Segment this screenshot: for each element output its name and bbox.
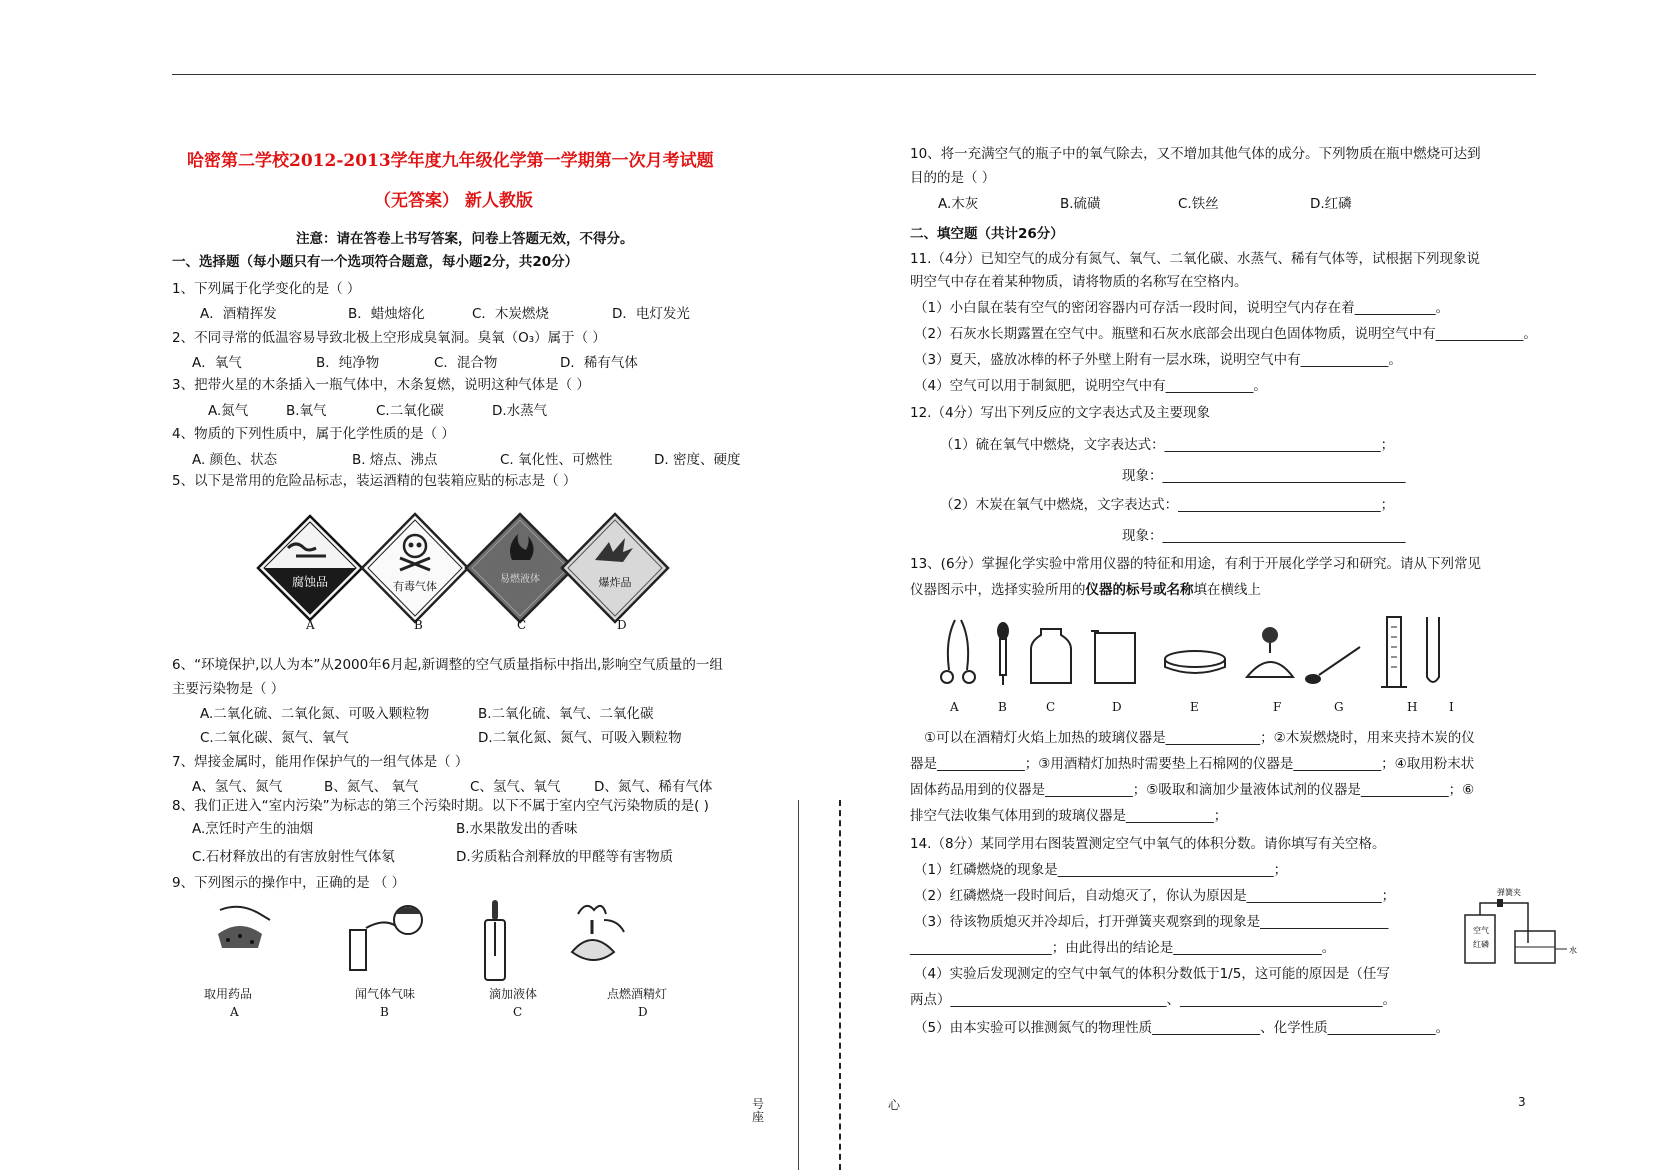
footer-fragment-1: 号 — [752, 1097, 765, 1111]
q10-option-d: D.红磷 — [1310, 196, 1352, 212]
instrument-letter-d: D — [1112, 700, 1122, 714]
q7-option-a: A、氢气、氮气 — [192, 779, 283, 795]
flammable-liquid-sign — [466, 514, 574, 622]
hazard-signs-figure — [210, 500, 710, 640]
q12-part-2-observation: 现象：____________________________________ — [1122, 528, 1406, 544]
footer-fragment-3: 心 — [888, 1098, 901, 1112]
question-1: 1、下列属于化学变化的是（ ） — [172, 281, 361, 297]
q2-option-a: A．氧气 — [192, 355, 242, 371]
q14-part-2: （2）红磷燃烧一段时间后，自动熄灭了，你认为原因是____________________； — [914, 888, 1396, 904]
section-fill-heading: 二、填空题（共计26分） — [910, 226, 1064, 242]
q1-option-c: C．木炭燃烧 — [472, 306, 549, 322]
label-clamp: 弹簧夹 — [1497, 888, 1521, 897]
instrument-letter-c: C — [1046, 700, 1056, 714]
question-2: 2、不同寻常的低温容易导致北极上空形成臭氧洞。臭氧（O₃）属于（ ） — [172, 330, 606, 346]
instrument-letter-b: B — [998, 700, 1007, 714]
question-6-line2: 主要污染物是（ ） — [172, 681, 285, 697]
test-tube-icon — [1427, 617, 1439, 682]
corrosive-sign — [258, 516, 362, 620]
q2-option-c: C．混合物 — [434, 355, 498, 371]
dropper-icon — [997, 622, 1009, 685]
q8-option-a: A.烹饪时产生的油烟 — [192, 821, 314, 837]
q4-option-b: B. 熔点、沸点 — [352, 452, 438, 468]
q9-figures — [200, 900, 700, 990]
oxygen-measurement-apparatus — [1455, 885, 1585, 965]
question-12: 12.（4分）写出下列反应的文字表达式及主要现象 — [910, 405, 1211, 421]
instrument-letter-f: F — [1273, 700, 1282, 714]
q4-option-c: C. 氧化性、可燃性 — [500, 452, 613, 468]
notice: 注意：请在答卷上书写答案，问卷上答题无效，不得分。 — [296, 231, 634, 247]
q14-part-5: （5）由本实验可以推测氮气的物理性质________________、化学性质________________。 — [914, 1020, 1450, 1036]
smelling-gas-icon — [350, 906, 422, 970]
q6-option-c: C.二氧化碳、氮气、氧气 — [200, 730, 349, 746]
q7-option-d: D、氮气、稀有气体 — [594, 779, 713, 795]
q13-text-1: ①可以在酒精灯火焰上加热的玻璃仪器是______________；②木炭燃烧时，用来夹持木炭的仪 — [924, 730, 1475, 746]
q5-letter-b: B — [414, 618, 423, 632]
graduated-cylinder-icon — [1381, 617, 1407, 687]
q5-letter-a: A — [306, 618, 315, 632]
q6-option-b: B.二氧化硫、氧气、二氧化碳 — [478, 706, 654, 722]
page-subtitle: （无答案） 新人教版 — [374, 191, 533, 211]
sign-label-toxic: 有毒气体 — [393, 580, 437, 593]
q3-option-d: D.水蒸气 — [492, 403, 548, 419]
explosive-sign — [562, 514, 668, 622]
q1-option-a: A．酒精挥发 — [200, 306, 277, 322]
gas-jar-icon — [1031, 629, 1071, 683]
q4-option-a: A. 颜色、状态 — [192, 452, 278, 468]
instrument-letter-i: I — [1449, 700, 1454, 714]
question-6-line1: 6、“环境保护,以人为本”从2000年6月起,新调整的空气质量指标中指出,影响空气质量的一组 — [172, 657, 723, 673]
instrument-letter-g: G — [1334, 700, 1344, 714]
hand-pouring-icon — [218, 907, 270, 948]
toxic-gas-sign — [362, 514, 468, 622]
q12-part-1: （1）硫在氧气中燃烧，文字表达式：________________________________； — [940, 437, 1395, 453]
q3-option-a: A.氮气 — [208, 403, 249, 419]
instruments-figure — [935, 615, 1465, 695]
q8-option-b: B.水果散发出的香味 — [456, 821, 578, 837]
q12-part-1-observation: 现象：____________________________________ — [1122, 468, 1406, 484]
q2-option-d: D．稀有气体 — [560, 355, 638, 371]
q7-option-c: C、氢气、氧气 — [470, 779, 561, 795]
q9-caption-d: 点燃酒精灯 — [607, 987, 668, 1001]
q9-letter-a: A — [230, 1005, 239, 1019]
q11-part-4: （4）空气可以用于制氮肥，说明空气中有_____________。 — [914, 378, 1267, 394]
question-3: 3、把带火星的木条插入一瓶气体中，木条复燃，说明这种气体是（ ） — [172, 377, 590, 393]
q9-letter-b: B — [380, 1005, 389, 1019]
question-13-line2 — [910, 578, 1261, 598]
q9-caption-a: 取用药品 — [204, 987, 253, 1001]
label-air: 空气 — [1473, 926, 1489, 935]
q14-part-3: （3）待该物质熄灭并冷却后，打开弹簧夹观察到的现象是___________________ — [914, 914, 1389, 930]
q12-part-2: （2）木炭在氧气中燃烧，文字表达式：______________________________； — [940, 497, 1395, 513]
q5-letter-c: C — [517, 618, 527, 632]
q10-option-a: A.木灰 — [938, 196, 979, 212]
question-8: 8、我们正进入“室内污染”为标志的第三个污染时期。以下不属于室内空气污染物质的是( ) — [172, 798, 709, 814]
sign-label-explosive: 爆炸品 — [598, 576, 632, 589]
q1-option-d: D．电灯发光 — [612, 306, 690, 322]
top-rule — [172, 74, 1536, 75]
q6-option-a: A.二氧化硫、二氧化氮、可吸入颗粒物 — [200, 706, 430, 722]
binding-solid-line — [798, 800, 799, 1170]
instrument-letter-a: A — [950, 700, 959, 714]
question-10-line1: 10、将一充满空气的瓶子中的氧气除去，又不增加其他气体的成分。下列物质在瓶中燃烧可达到 — [910, 146, 1481, 162]
label-water: 水 — [1569, 946, 1577, 955]
q7-option-b: B、氮气、 氧气 — [324, 779, 419, 795]
question-14: 14.（8分）某同学用右图装置测定空气中氧气的体积分数。请你填写有关空格。 — [910, 836, 1386, 852]
footer-fragment-2: 座 — [752, 1110, 765, 1124]
label-red-phosphorus: 红磷 — [1473, 940, 1489, 949]
q3-option-b: B.氧气 — [286, 403, 327, 419]
instrument-letter-e: E — [1190, 700, 1199, 714]
question-11-line1: 11.（4分）已知空气的成分有氮气、氧气、二氧化碳、水蒸气、稀有气体等，试根据下列现象说 — [910, 251, 1481, 267]
question-5: 5、以下是常用的危险品标志，装运酒精的包装箱应贴的标志是（ ） — [172, 473, 577, 489]
sign-label-corrosive: 腐蚀品 — [291, 575, 329, 589]
q3-option-c: C.二氧化碳 — [376, 403, 444, 419]
q13-text-4: 排空气法收集气体用到的玻璃仪器是_____________； — [910, 808, 1228, 824]
q4-option-d: D. 密度、硬度 — [654, 452, 741, 468]
evaporating-dish-icon — [1165, 651, 1225, 673]
q5-letter-d: D — [617, 618, 627, 632]
beaker-icon — [1091, 631, 1135, 683]
question-13-line1: 13、(6分）掌握化学实验中常用仪器的特征和用途，有利于开展化学学习和研究。请从下列常见 — [910, 556, 1482, 572]
question-10-line2: 目的的是（ ） — [910, 170, 996, 186]
lighting-lamp-icon — [572, 906, 624, 960]
q8-option-c: C.石材释放出的有害放射性气体氡 — [192, 849, 395, 865]
dropping-liquid-icon — [485, 900, 505, 980]
alcohol-lamp-icon — [1247, 627, 1293, 677]
q10-option-b: B.硫磺 — [1060, 196, 1101, 212]
q13-instruction-c: 填在横线上 — [1193, 582, 1261, 598]
question-7: 7、焊接金属时，能用作保护气的一组气体是（ ） — [172, 754, 469, 770]
q14-part-4: （4）实验后发现测定的空气中氧气的体积分数低于1/5，这可能的原因是（任写 — [914, 966, 1390, 982]
page-title: 哈密第二学校2012-2013学年度九年级化学第一学期第一次月考试题 — [187, 151, 714, 171]
q9-letter-c: C — [513, 1005, 523, 1019]
q14-part-3-continued: _____________________；由此得出的结论是______________________。 — [910, 940, 1336, 956]
page-number: 3 — [1518, 1095, 1526, 1109]
q2-option-b: B．纯净物 — [316, 355, 380, 371]
q13-text-3: 固体药品用到的仪器是_____________；⑤吸取和滴加少量液体试剂的仪器是_____________；⑥ — [910, 782, 1475, 798]
q8-option-d: D.劣质粘合剂释放的甲醛等有害物质 — [456, 849, 674, 865]
q1-option-b: B．蜡烛熔化 — [348, 306, 425, 322]
instrument-letter-h: H — [1407, 700, 1418, 714]
q11-part-1: （1）小白鼠在装有空气的密闭容器内可存活一段时间，说明空气内存在着____________。 — [914, 300, 1450, 316]
section-choice-heading: 一、选择题（每小题只有一个选项符合题意，每小题2分，共20分） — [172, 254, 579, 270]
q10-option-c: C.铁丝 — [1178, 196, 1219, 212]
question-9: 9、下列图示的操作中，正确的是 （ ） — [172, 875, 406, 891]
spoon-icon — [1305, 647, 1360, 684]
q9-letter-d: D — [638, 1005, 648, 1019]
question-4: 4、物质的下列性质中，属于化学性质的是（ ） — [172, 426, 455, 442]
binding-dashed-line — [839, 800, 841, 1170]
q6-option-d: D.二氧化氮、氮气、可吸入颗粒物 — [478, 730, 682, 746]
crucible-tongs-icon — [941, 620, 975, 683]
q13-instruction-bold: 仪器的标号或名称 — [1085, 582, 1194, 598]
q11-part-3: （3）夏天，盛放冰棒的杯子外壁上附有一层水珠，说明空气中有_____________。 — [914, 352, 1402, 368]
q9-caption-b: 闻气体气味 — [355, 987, 416, 1001]
question-11-line2: 明空气中存在着某种物质，请将物质的名称写在空格内。 — [910, 274, 1248, 290]
sign-label-flammable: 易燃液体 — [500, 574, 540, 585]
q11-part-2: （2）石灰水长期露置在空气中。瓶壁和石灰水底部会出现白色固体物质，说明空气中有_____________。 — [914, 326, 1537, 342]
q9-caption-c: 滴加液体 — [489, 987, 538, 1001]
q14-part-4-continued: 两点）________________________________、______________________________。 — [910, 992, 1396, 1008]
q14-part-1: （1）红磷燃烧的现象是________________________________； — [914, 862, 1288, 878]
q13-text-2: 器是_____________；③用酒精灯加热时需要垫上石棉网的仪器是_____________；④取用粉末状 — [910, 756, 1475, 772]
q13-instruction-a: 仪器图示中，选择实验所用的 — [910, 582, 1086, 598]
